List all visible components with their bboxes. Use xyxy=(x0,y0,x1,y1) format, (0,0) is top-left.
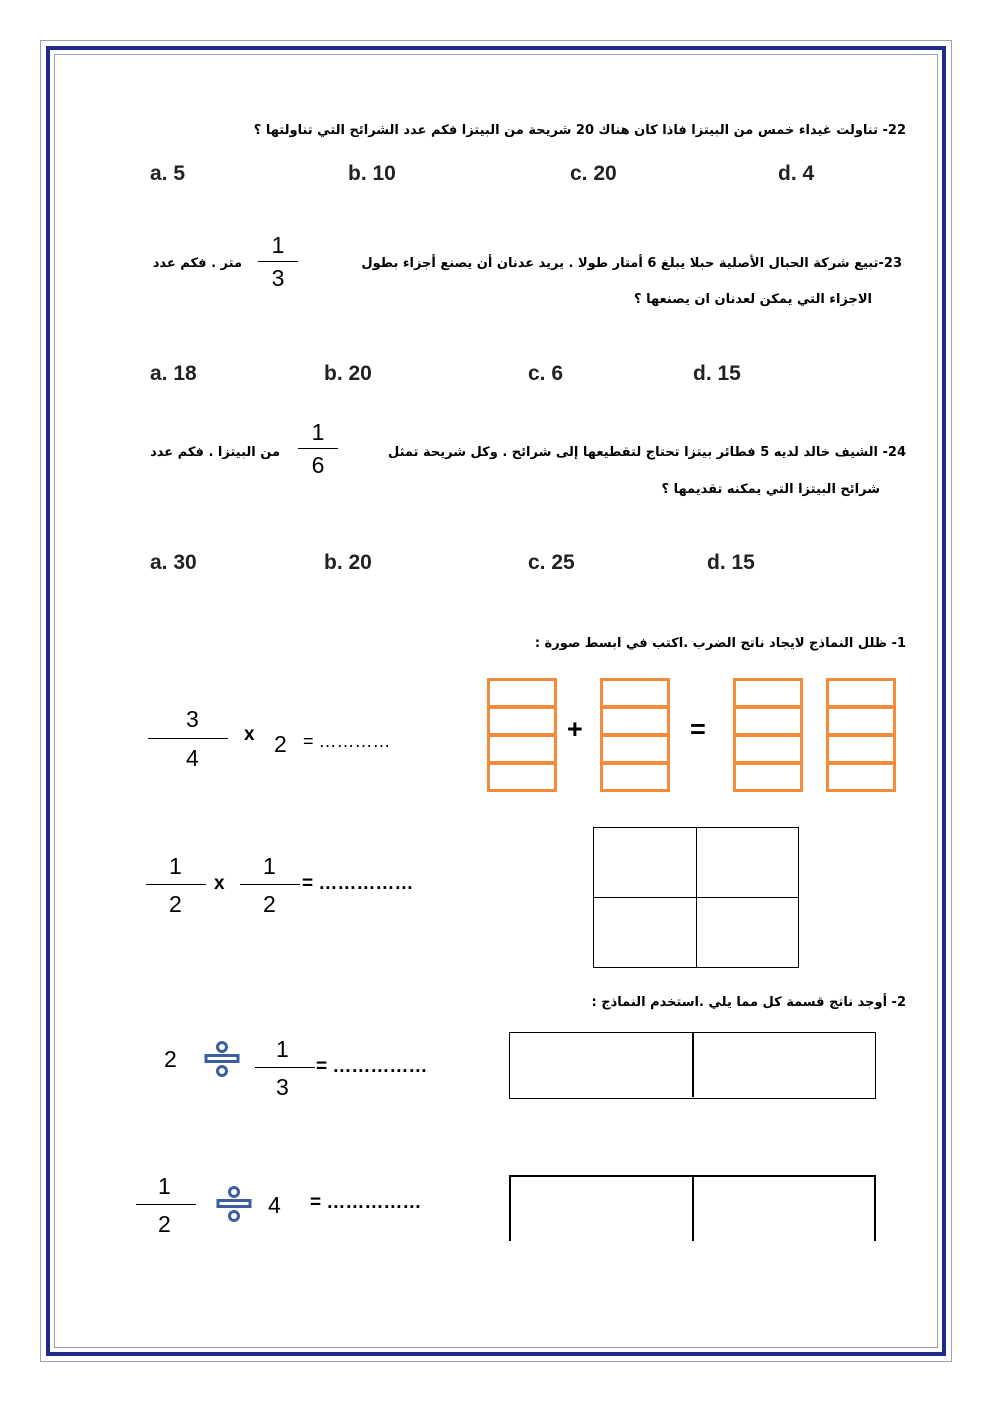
model-right-edge xyxy=(874,1175,876,1241)
p2-eq2-whole: 4 xyxy=(268,1192,281,1218)
p1-eq2-multiply-sign: x xyxy=(214,873,225,894)
divide-icon xyxy=(203,1040,241,1078)
model-cell xyxy=(733,706,803,736)
orange-model-2 xyxy=(600,678,670,792)
model-cell xyxy=(600,762,670,792)
fraction-bar xyxy=(255,1067,315,1068)
q22-option-a: a. 5 xyxy=(150,162,186,185)
q24-fraction xyxy=(298,419,338,478)
question-23-line1-end: متر . فكم عدد xyxy=(152,256,242,271)
orange-model-3 xyxy=(733,678,803,792)
question-24-line2: شرائح البيتزا التي يمكنه تقديمها ؟ xyxy=(661,482,880,497)
orange-model-4 xyxy=(826,678,896,792)
q23-fraction-denominator: 3 xyxy=(271,265,285,291)
part-1-heading: 1- ظلل النماذج لايجاد ناتج الضرب .اكتب في ابسط صورة : xyxy=(534,636,906,651)
q24-option-a: a. 30 xyxy=(150,551,197,574)
p1-eq2-denominator-2: 2 xyxy=(263,891,276,917)
p1-eq1-whole: 2 xyxy=(274,731,287,757)
p1-eq2-answer-blank: = …………… xyxy=(302,873,414,894)
part-2-heading: 2- أوجد ناتج قسمة كل مما يلي .استخدم النماذج : xyxy=(591,995,906,1010)
fraction-bar xyxy=(146,884,206,885)
q23-option-b: b. 20 xyxy=(324,362,372,385)
fraction-bar xyxy=(298,448,338,449)
q24-option-b: b. 20 xyxy=(324,551,372,574)
equals-sign: = xyxy=(690,714,706,744)
divide-icon xyxy=(215,1185,253,1223)
p1-eq2-denominator-1: 2 xyxy=(169,891,182,917)
question-24-line1-end: من البيتزا . فكم عدد xyxy=(150,445,280,460)
grid-divider-horizontal xyxy=(594,897,798,898)
model-cell xyxy=(733,762,803,792)
p1-eq2-numerator-2: 1 xyxy=(263,853,276,879)
q22-option-d: d. 4 xyxy=(778,162,815,185)
fraction-bar xyxy=(136,1204,196,1205)
p2-eq1-denominator: 3 xyxy=(276,1074,289,1100)
model-cell xyxy=(487,678,557,708)
q23-fraction xyxy=(258,232,298,291)
model-cell xyxy=(600,678,670,708)
question-24-line1: 24- الشيف خالد لديه 5 فطائر بيتزا تحتاج لتقطيعها إلى شرائح . وكل شريحة تمثل xyxy=(387,445,906,460)
q24-option-d: d. 15 xyxy=(707,551,755,574)
p1-eq1-denominator: 4 xyxy=(186,745,199,771)
orange-model-1 xyxy=(487,678,557,792)
question-23-line2: الاجزاء التي يمكن لعدنان ان يصنعها ؟ xyxy=(634,292,872,307)
model-cell xyxy=(733,678,803,708)
model-cell xyxy=(826,762,896,792)
p2-eq1-answer-blank: = …………… xyxy=(316,1056,428,1077)
q23-option-c: c. 6 xyxy=(528,362,564,385)
model-cell xyxy=(826,706,896,736)
p1-eq1-multiply-sign: x xyxy=(244,724,255,745)
p2-eq1-whole: 2 xyxy=(164,1046,177,1072)
plus-sign: + xyxy=(567,714,583,744)
model-cell xyxy=(826,734,896,764)
p1-eq1-answer-blank: = ………… xyxy=(303,731,391,751)
division-model-1 xyxy=(509,1032,876,1099)
model-divider xyxy=(692,1175,694,1241)
question-22-text: 22- تناولت غيداء خمس من البيتزا فاذا كان هناك 20 شريحة من البيتزا فكم عدد الشرائح التي تناولتها ؟ xyxy=(253,123,906,138)
p2-eq2-denominator: 2 xyxy=(158,1211,171,1237)
q23-option-a: a. 18 xyxy=(150,362,197,385)
q24-fraction-denominator: 6 xyxy=(311,452,325,478)
question-23-line1: 23-تبيع شركة الحبال الأصلية حبلا يبلغ 6 أمتار طولا . يريد عدنان أن يصنع أجزاء بطول xyxy=(361,256,902,271)
model-cell xyxy=(487,762,557,792)
p2-eq2-numerator: 1 xyxy=(158,1173,171,1199)
model-cell xyxy=(600,706,670,736)
q23-option-d: d. 15 xyxy=(693,362,741,385)
q24-fraction-numerator: 1 xyxy=(311,419,325,445)
p1-eq2-numerator-1: 1 xyxy=(169,853,182,879)
fraction-bar xyxy=(148,738,228,739)
model-left-edge xyxy=(509,1175,511,1241)
model-cell xyxy=(487,706,557,736)
q24-option-c: c. 25 xyxy=(528,551,575,574)
q23-fraction-numerator: 1 xyxy=(271,232,285,258)
q22-option-b: b. 10 xyxy=(348,162,396,185)
fraction-bar xyxy=(240,884,300,885)
division-model-2 xyxy=(509,1175,876,1241)
model-cell xyxy=(826,678,896,708)
p2-eq1-numerator: 1 xyxy=(276,1036,289,1062)
model-cell xyxy=(600,734,670,764)
fraction-bar xyxy=(258,261,298,262)
model-divider xyxy=(692,1033,694,1097)
p2-eq2-answer-blank: = …………… xyxy=(310,1192,422,1213)
q22-option-c: c. 20 xyxy=(570,162,617,185)
grid-model xyxy=(593,827,799,968)
model-cell xyxy=(487,734,557,764)
model-cell xyxy=(733,734,803,764)
p1-eq1-numerator: 3 xyxy=(186,706,199,732)
